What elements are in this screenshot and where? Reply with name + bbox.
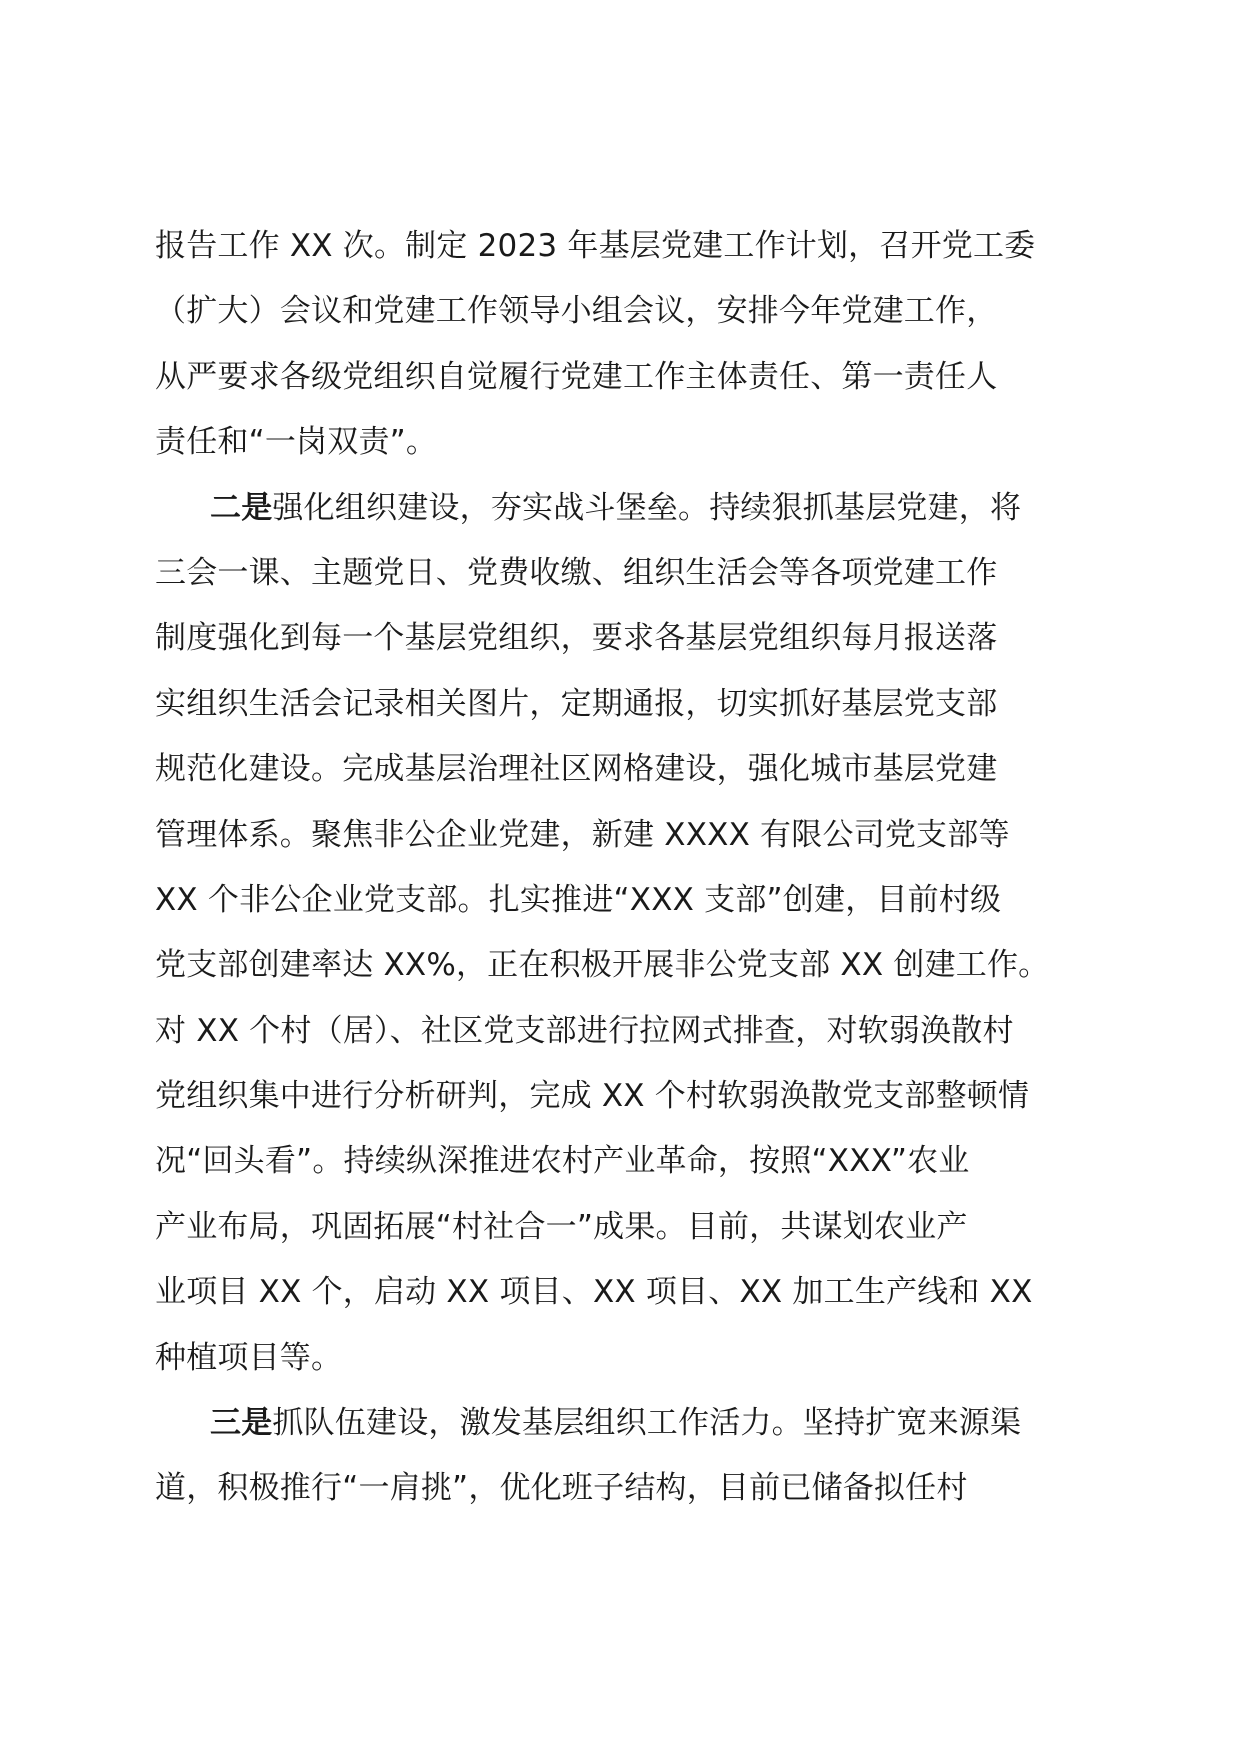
text-line-first	[155, 1391, 1085, 1456]
text-line: 三会一课、主题党日、党费收缴、组织生活会等各项党建工作	[155, 554, 998, 591]
text-line: 管理体系。聚焦非公企业党建，新建 XXXX 有限公司党支部等	[155, 816, 1010, 853]
paragraph-3	[155, 1391, 1085, 1522]
text-line: 党支部创建率达 XX%，正在积极开展非公党支部 XX 创建工作。	[155, 947, 1050, 984]
text-line: 实组织生活会记录相关图片，定期通报，切实抓好基层党支部	[155, 685, 998, 722]
text-line: 种植项目等。	[155, 1339, 343, 1376]
text-line: 对 XX 个村（居）、社区党支部进行拉网式排查，对软弱涣散村	[155, 1012, 1014, 1049]
text-line: 道，积极推行“一肩挑”，优化班子结构，目前已储备拟任村	[155, 1470, 968, 1507]
document-body	[155, 214, 1085, 1522]
text-line: （扩大）会议和党建工作领导小组会议，安排今年党建工作，	[155, 293, 998, 330]
text-line: 规范化建设。完成基层治理社区网格建设，强化城市基层党建	[155, 751, 998, 788]
text-line-content: 抓队伍建设，激发基层组织工作活力。坚持扩宽来源渠	[272, 1405, 1022, 1442]
text-line: 业项目 XX 个，启动 XX 项目、XX 项目、XX 加工生产线和 XX	[155, 1274, 1033, 1311]
text-line: 报告工作 XX 次。制定 2023 年基层党建工作计划，召开党工委	[155, 228, 1036, 264]
text-line: 党组织集中进行分析研判，完成 XX 个村软弱涣散党支部整顿情	[155, 1078, 1030, 1115]
text-line: 制度强化到每一个基层党组织，要求各基层党组织每月报送落	[155, 620, 998, 657]
text-line-first	[155, 476, 1085, 541]
text-line: 况“回头看”。持续纵深推进农村产业革命，按照“XXX”农业	[155, 1143, 970, 1180]
text-line: 从严要求各级党组织自觉履行党建工作主体责任、第一责任人	[155, 358, 998, 395]
text-line: 产业布局，巩固拓展“村社合一”成果。目前，共谋划农业产	[155, 1208, 968, 1245]
text-line: XX 个非公企业党支部。扎实推进“XXX 支部”创建，目前村级	[155, 881, 1002, 918]
text-line-content: 强化组织建设，夯实战斗堡垒。持续狠抓基层党建，将	[272, 489, 1022, 526]
paragraph-2	[155, 476, 1085, 1391]
paragraph-lead: 三是	[210, 1405, 273, 1442]
text-line: 责任和“一岗双责”。	[155, 424, 438, 461]
paragraph-lead: 二是	[210, 489, 273, 526]
paragraph-1	[155, 214, 1085, 476]
